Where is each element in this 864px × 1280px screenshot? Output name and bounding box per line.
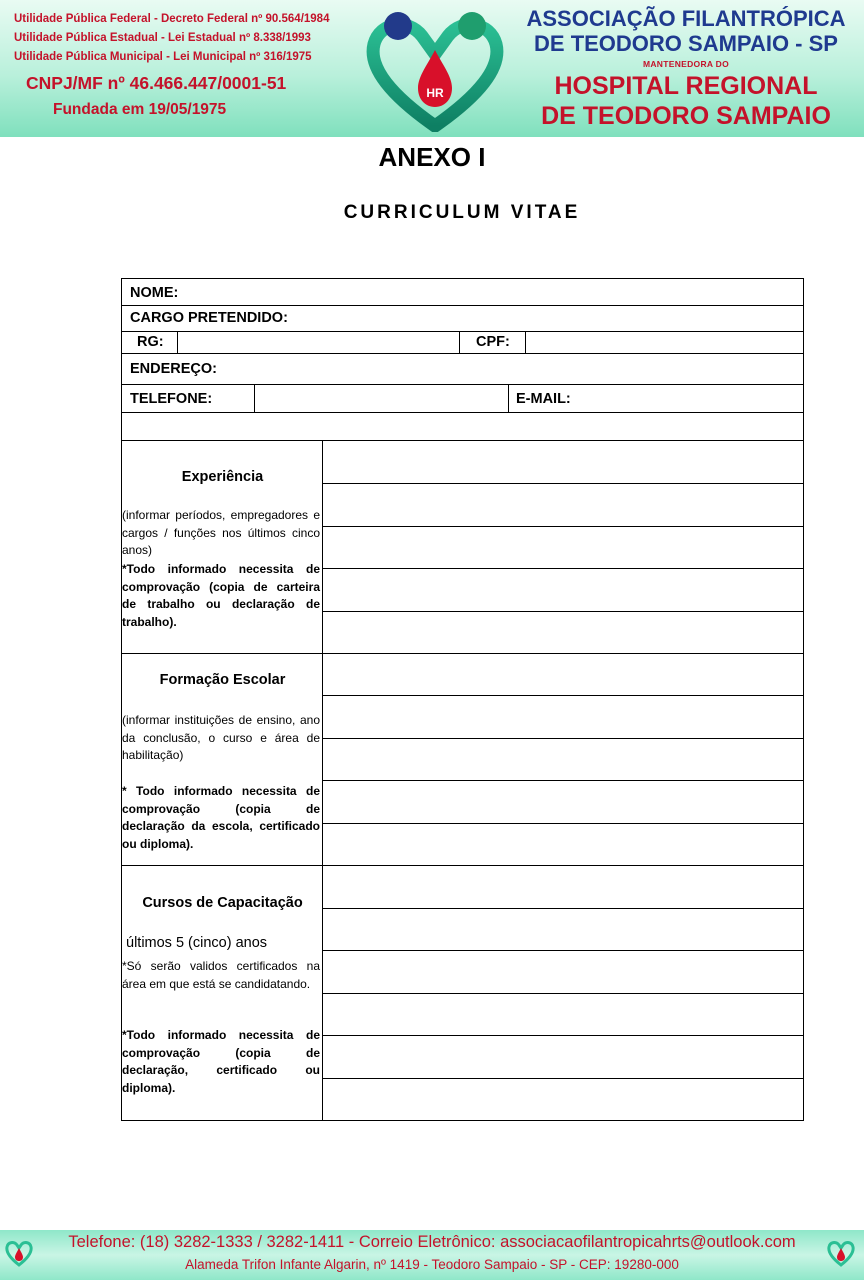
formacao-entry-lines[interactable]	[323, 654, 803, 865]
footer-banner	[0, 1230, 864, 1280]
cursos-section	[122, 866, 803, 1120]
entry-line	[323, 908, 803, 909]
hospital-name-line2: DE TEODORO SAMPAIO	[541, 102, 831, 130]
maintainer-label: MANTENEDORA DO	[642, 59, 730, 69]
experiencia-instructions: (informar períodos, empregadores e cargos / funções nos últimos cinco anos)	[122, 508, 320, 557]
rg-input[interactable]	[178, 332, 459, 353]
divider	[459, 332, 460, 353]
entry-line	[323, 526, 803, 527]
cursos-instructions: *Só serão validos certificados na área em que está se candidatando.	[122, 959, 320, 991]
rg-label: RG:	[137, 334, 164, 350]
organization-name-block	[514, 6, 858, 129]
letterhead-banner	[0, 0, 864, 137]
endereco-label: ENDEREÇO:	[130, 361, 218, 377]
org-name-line1: ASSOCIAÇÃO FILANTRÓPICA	[526, 6, 846, 31]
telefone-label: TELEFONE:	[130, 391, 213, 407]
cpf-input[interactable]	[526, 332, 803, 353]
cursos-title: Cursos de Capacitação	[142, 895, 303, 911]
entry-line	[323, 950, 803, 951]
formacao-instructions: (informar instituições de ensino, ano da conclusão, o curso e área de habilitação)	[122, 713, 320, 762]
rg-cpf-row	[122, 332, 803, 354]
entry-line	[323, 823, 803, 824]
nome-label: NOME:	[130, 285, 179, 301]
state-utility-line: Utilidade Pública Estadual - Lei Estadual nº 8.338/1993	[14, 32, 311, 44]
nome-row[interactable]	[122, 279, 803, 306]
cpf-label: CPF:	[476, 334, 510, 350]
spacer-row	[122, 413, 803, 441]
formacao-note: * Todo informado necessita de comprovação (copia de declaração da escola, certificado ou diploma).	[122, 784, 320, 851]
org-name-line2: DE TEODORO SAMPAIO - SP	[534, 31, 838, 56]
formacao-description	[122, 654, 323, 865]
footer-logo-right-icon	[826, 1238, 856, 1268]
experiencia-description	[122, 441, 323, 653]
formacao-title: Formação Escolar	[159, 672, 286, 688]
municipal-utility-line: Utilidade Pública Municipal - Lei Municipal nº 316/1975	[14, 51, 312, 63]
experiencia-section	[122, 441, 803, 654]
hospital-name-line1: HOSPITAL REGIONAL	[554, 72, 818, 100]
cursos-note: *Todo informado necessita de comprovação (copia de declaração, certificado ou diploma).	[122, 1028, 320, 1095]
entry-line	[323, 1035, 803, 1036]
logo-text: HR	[426, 86, 444, 100]
cursos-description	[122, 866, 323, 1120]
cv-form	[121, 278, 804, 1121]
experiencia-title: Experiência	[181, 469, 264, 485]
founded-text: Fundada em 19/05/1975	[53, 101, 227, 118]
federal-utility-line: Utilidade Pública Federal - Decreto Federal nº 90.564/1984	[14, 13, 330, 25]
cargo-label: CARGO PRETENDIDO:	[130, 310, 288, 326]
entry-line	[323, 1078, 803, 1079]
email-label: E-MAIL:	[516, 391, 571, 407]
cargo-row[interactable]	[122, 306, 803, 332]
entry-line	[323, 568, 803, 569]
cursos-entry-lines[interactable]	[323, 866, 803, 1120]
telefone-email-row	[122, 385, 803, 413]
hospital-logo-icon	[362, 6, 508, 132]
experiencia-entry-lines[interactable]	[323, 441, 803, 653]
entry-line	[323, 483, 803, 484]
endereco-row[interactable]	[122, 354, 803, 385]
page-subtitle: CURRICULUM VITAE	[343, 202, 581, 223]
experiencia-note: *Todo informado necessita de comprovação (copia de carteira de trabalho ou declaração de trabalho).	[122, 562, 320, 629]
cursos-years: últimos 5 (cinco) anos	[126, 935, 268, 951]
footer-address-line: Alameda Trifon Infante Algarin, nº 1419 - Teodoro Sampaio - SP - CEP: 19280-000	[185, 1257, 679, 1272]
entry-line	[323, 993, 803, 994]
cnpj-text: CNPJ/MF nº 46.466.447/0001-51	[26, 73, 287, 93]
legal-status-block	[14, 10, 364, 67]
footer-contact-line: Telefone: (18) 3282-1333 / 3282-1411 - Correio Eletrônico: associacaofilantropicahrts@outlook.com	[68, 1233, 796, 1251]
entry-line	[323, 780, 803, 781]
page-title: ANEXO I	[378, 142, 486, 172]
entry-line	[323, 738, 803, 739]
entry-line	[323, 695, 803, 696]
telefone-input[interactable]	[255, 385, 508, 412]
entry-line	[323, 611, 803, 612]
divider	[508, 385, 509, 412]
formacao-section	[122, 654, 803, 866]
